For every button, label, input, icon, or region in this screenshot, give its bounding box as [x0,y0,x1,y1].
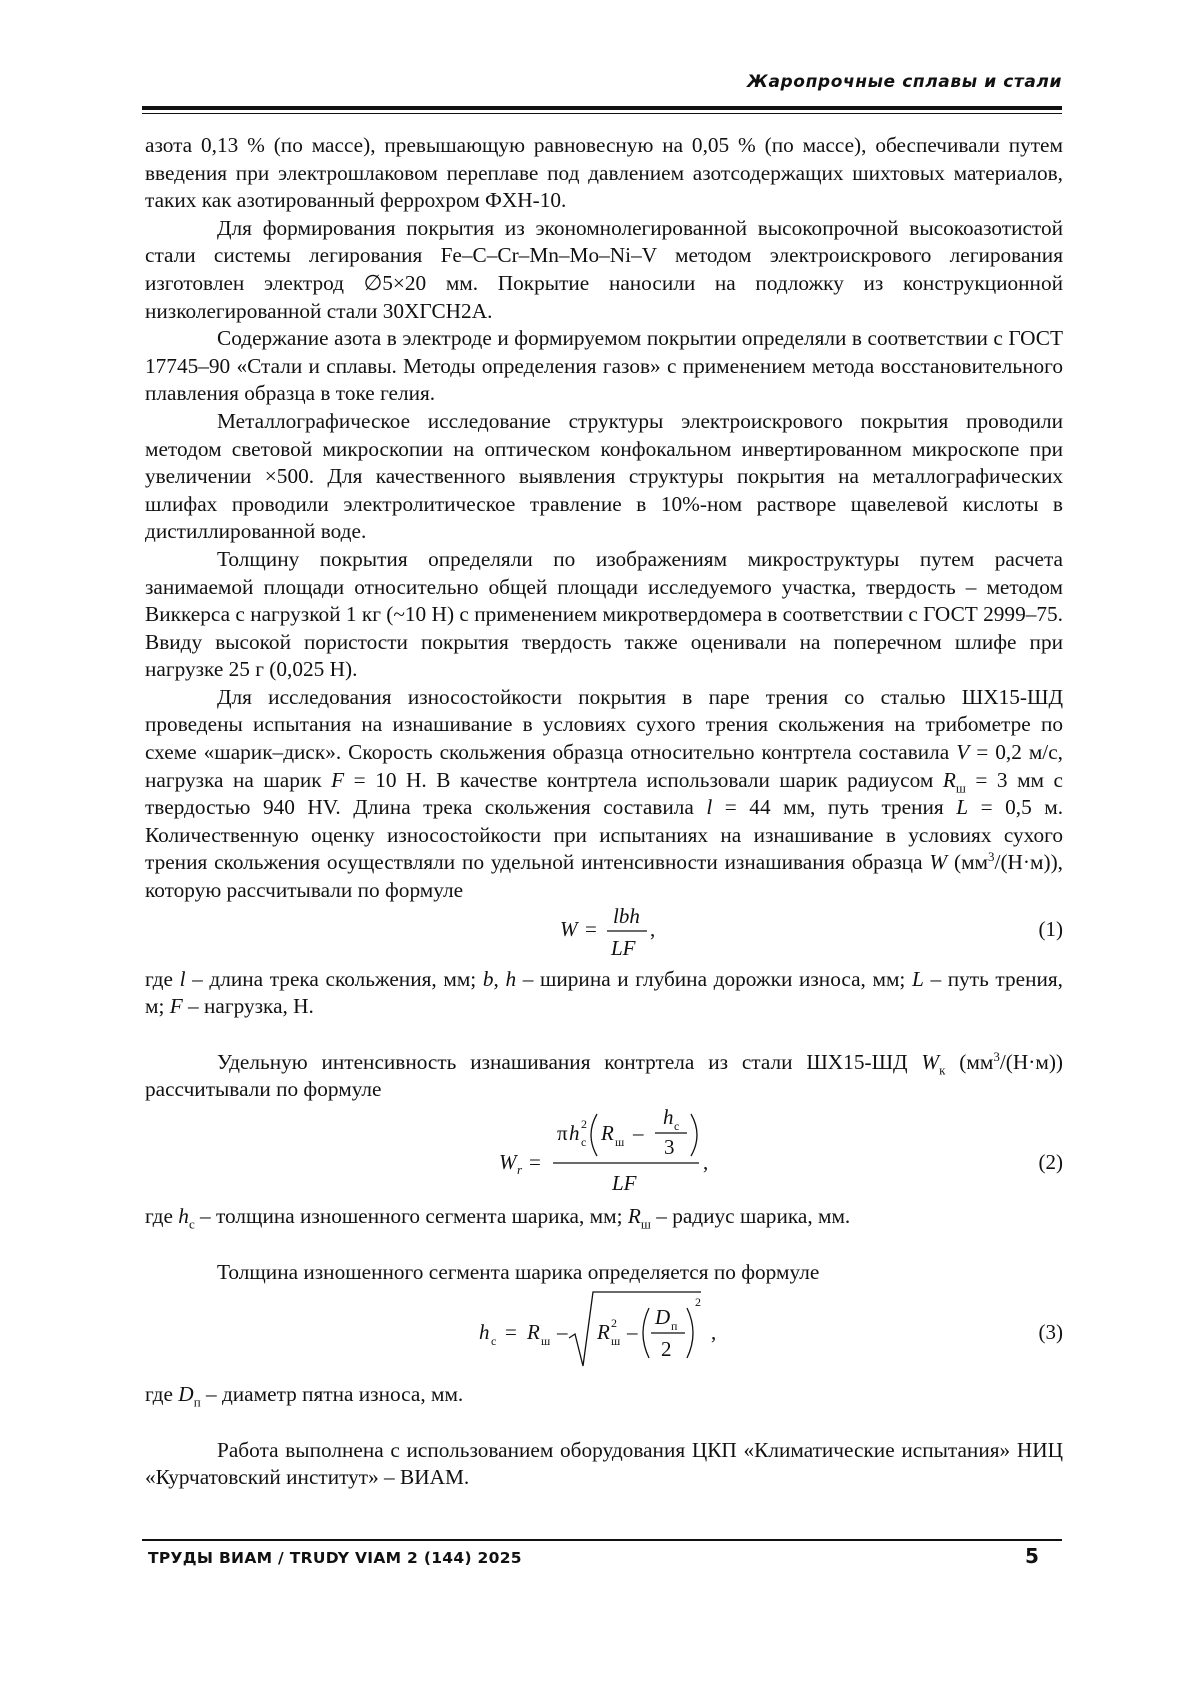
formula-2-legend: где $h_с$ – толщина изношенного сегмента шарика, мм; $R_ш$ – радиус шарика, мм. [145,1204,851,1232]
paragraph: Толщину покрытия определяли по изображениям микроструктуры путем расчета занимаемой площади относительно общей площади исследуемого участка, твердость – методом Виккерса с нагрузкой 1 кг (~10 Н) с применением микротвердомера в соответствии с ГОСТ 2999–75. Ввиду высокой пористости покрытия твердость также оценивали на поперечном шлифе при нагрузке 25 г (0,025 Н). [145,546,1063,682]
header-rule-thin [142,113,1062,114]
journal-title: ТРУДЫ ВИАМ / TRUDY VIAM 2 (144) 2025 [148,1549,522,1567]
header-rule-thick [142,106,1062,110]
svg-text:=: = [529,1150,541,1174]
svg-text:с: с [581,1135,587,1149]
svg-text:(2): (2) [1038,1150,1063,1174]
formula-3 [145,1286,1063,1378]
svg-text:D: D [655,1305,671,1330]
svg-text:R: R [527,1320,540,1345]
svg-text:–: – [627,1320,638,1345]
formula-3-legend: где $D_п$ – диаметр пятна износа, мм. [145,1382,464,1410]
svg-text:2: 2 [581,1117,587,1131]
svg-text:3: 3 [664,1135,675,1159]
svg-text:2: 2 [695,1295,701,1310]
svg-text:ш: ш [611,1334,621,1349]
svg-text:,: , [711,1320,717,1345]
svg-text:LF: LF [612,1171,637,1195]
paragraph: Для исследования износостойкости покрытия в паре трения со сталью ШХ15-ШД проведены испытания на изнашивание в условиях сухого трения скольжения на трибометре по схеме «шарик–диск». Скорость скольжения образца относительно контртела составила V = 0,2 м/с, нагрузка на шарик F = 10 Н. В качестве контртела использовали шарик радиусом $R_ш = 3$ мм с твердостью 940 HV. Длина трека скольжения составила l = 44 мм, путь трения L = 0,5 м. Количественную оценку износостойкости при испытаниях на изнашивание в условиях сухого трения скольжения осуществляли по удельной интенсивности изнашивания образца W $(мм^3/(Н\cdot м))$, которую рассчитывали по формуле [145,684,1064,903]
svg-text:–: – [557,1320,568,1345]
svg-text:W: W [560,916,578,941]
section-title: Жаропрочные сплавы и стали [747,72,1062,92]
svg-text:W: W [499,1150,517,1174]
page-number: 5 [1025,1544,1039,1568]
svg-text:2: 2 [661,1337,672,1362]
footer-rule [142,1539,1062,1541]
svg-text:=: = [585,916,597,941]
svg-text:LF: LF [611,935,636,960]
formula-2 [145,1104,1063,1200]
paragraph: Удельную интенсивность изнашивания контртела из стали ШХ15-ШД $W_к$ $(мм^3/(Н\cdot м))$ рассчитывали по формуле [145,1048,1064,1102]
svg-text:с: с [674,1119,680,1133]
paragraph: Толщина изношенного сегмента шарика определяется по формуле [217,1259,820,1284]
paragraph: Металлографическое исследование структуры электроискрового покрытия проводили методом световой микроскопии на оптическом конфокальном инвертированном микроскопе при увеличении ×500. Для качественного выявления структуры покрытия на металлографических шлифах проводили электролитическое травление в 10%-ном растворе щавелевой кислоты в дистиллированной воде. [145,408,1063,544]
formula-1 [145,905,1063,963]
svg-text:(1): (1) [1038,916,1063,941]
svg-text:R: R [601,1121,614,1145]
svg-text:=: = [505,1320,517,1345]
paragraph: азота 0,13 % (по массе), превышающую равновесную на 0,05 % (по массе), обеспечивали путем введения при электрошлаковом переплаве под давлением азотсодержащих шихтовых материалов, таких как азотированный феррохром ФХН-10. [145,133,1063,213]
formula-1-legend: где l – длина трека скольжения, мм; b, h – ширина и глубина дорожки износа, мм; L – путь трения, м; F – нагрузка, Н. [145,966,1063,1019]
svg-text:h: h [479,1320,490,1345]
acknowledgement: Работа выполнена с использованием оборудования ЦКП «Климатические испытания» НИЦ «Курчатовский институт» – ВИАМ. [145,1437,1063,1490]
svg-text:п: п [671,1319,678,1334]
svg-text:π: π [557,1121,568,1145]
paragraph: Содержание азота в электроде и формируемом покрытии определяли в соответствии с ГОСТ 17745–90 «Стали и сплавы. Методы определения газов» с применением метода восстановительного плавления образца в токе гелия. [145,326,1063,406]
svg-text:,: , [703,1150,709,1174]
svg-text:2: 2 [611,1316,617,1331]
svg-text:lbh: lbh [613,904,640,928]
svg-text:ш: ш [615,1135,625,1149]
svg-text:–: – [633,1121,644,1145]
svg-text:h: h [569,1121,580,1145]
svg-text:ш: ш [541,1334,551,1349]
svg-text:,: , [650,916,656,941]
svg-text:R: R [597,1320,610,1345]
svg-text:с: с [491,1334,497,1349]
paragraph: Для формирования покрытия из экономнолегированной высокопрочной высокоазотистой стали системы легирования Fe–C–Cr–Mn–Mo–Ni–V методом электроискрового легирования изготовлен электрод ∅5×20 мм. Покрытие наносили на подложку из конструкционной низколегированной стали 30ХГСН2А. [145,215,1063,323]
article-body [145,132,1063,1492]
svg-text:r: r [517,1162,523,1177]
svg-text:(3): (3) [1038,1320,1063,1345]
svg-text:h: h [663,1105,674,1129]
